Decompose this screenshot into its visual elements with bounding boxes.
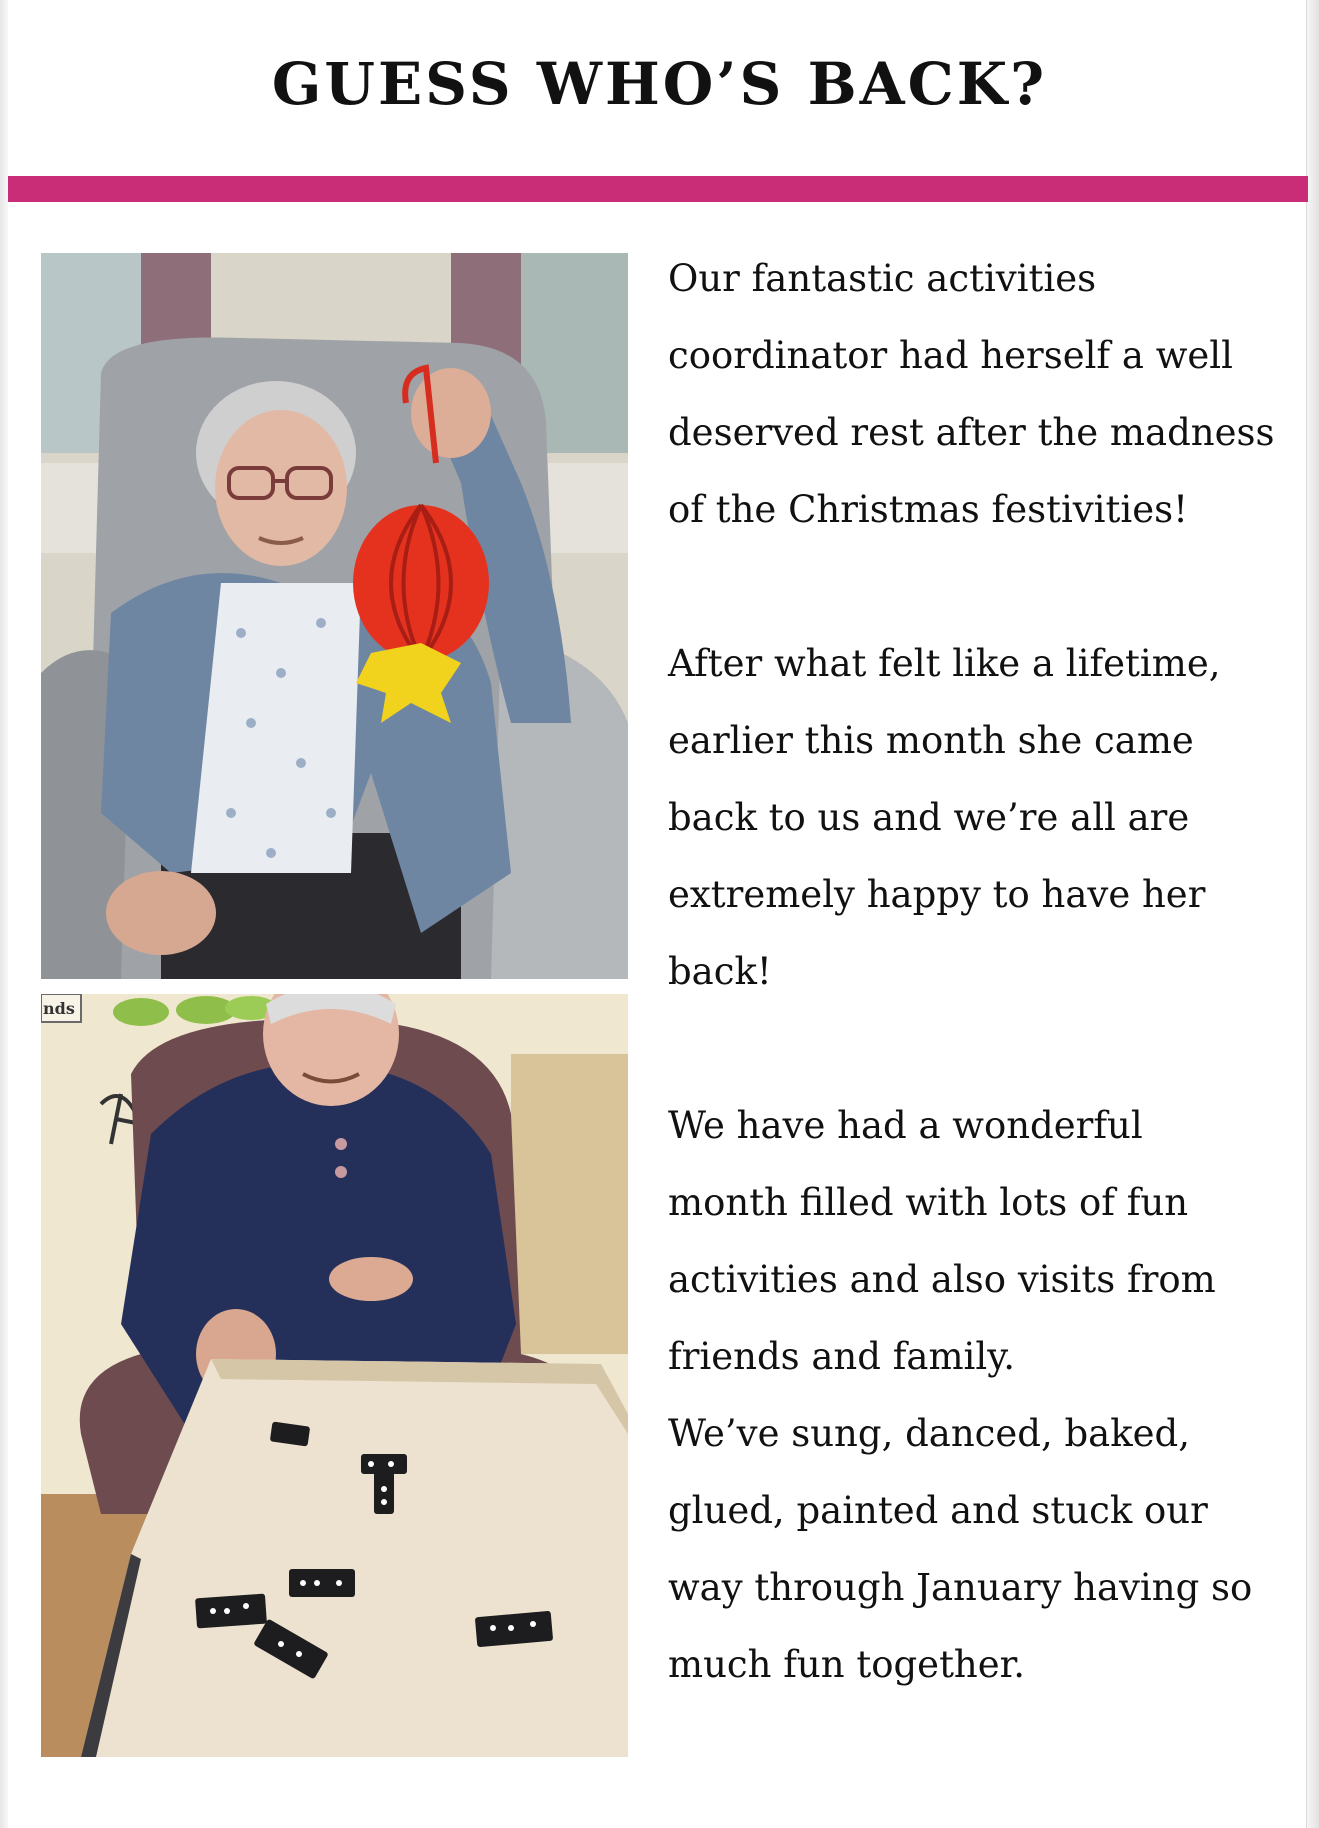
page-left-edge: [0, 0, 8, 1828]
paragraph-spacer: [668, 548, 1293, 625]
wall-sign-text: nds: [43, 999, 75, 1018]
paragraph-coordinator-return: After what felt like a lifetime, earlier this month she came back to us and we’re all are extremely happy to have her back!: [668, 642, 1221, 993]
accent-divider: [8, 176, 1308, 202]
man-playing-dominoes-photo: [41, 994, 628, 1757]
paragraph-spacer: [668, 1010, 1293, 1087]
woman-with-paper-lantern-photo: [41, 253, 628, 979]
paragraph-january-activities: We’ve sung, danced, baked, glued, painted and stuck our way through January having so much fun together.: [668, 1412, 1253, 1686]
page-right-edge: [1306, 0, 1319, 1828]
page-title: GUESS WHO’S BACK?: [271, 50, 1048, 118]
paragraph-wonderful-month: We have had a wonderful month filled with lots of fun activities and also visits from friends and family.: [668, 1104, 1216, 1378]
article-body: [668, 240, 1293, 1703]
paragraph-coordinator-rest: Our fantastic activities coordinator had herself a well deserved rest after the madness of the Christmas festivities!: [668, 257, 1275, 531]
